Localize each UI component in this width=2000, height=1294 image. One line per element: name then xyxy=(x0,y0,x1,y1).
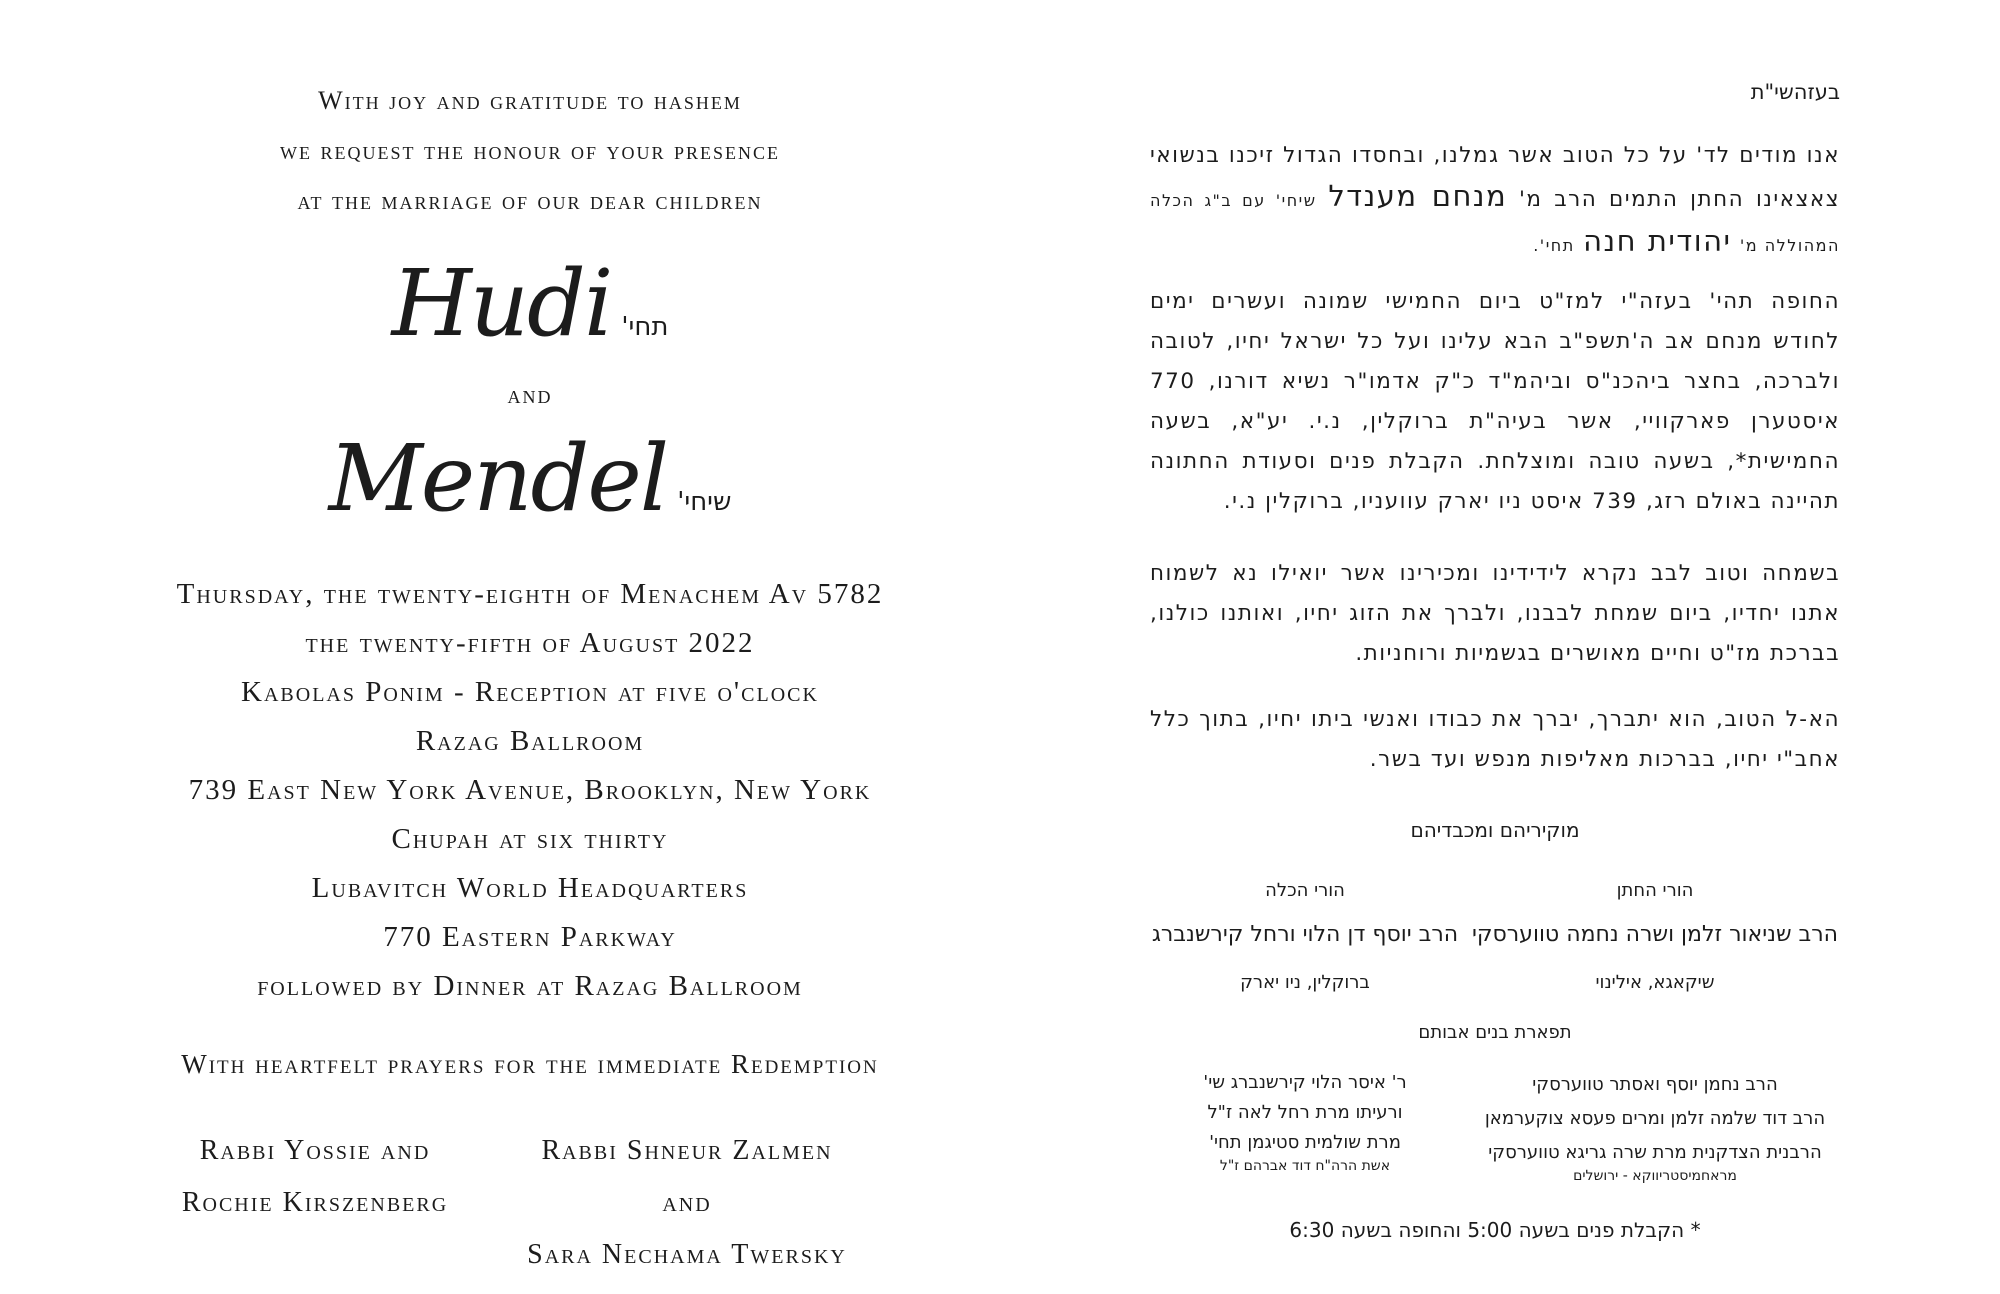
signature-right xyxy=(517,1125,857,1281)
detail-line-1: Thursday, the twenty-eighth of Menachem Av 5782 xyxy=(176,578,884,610)
signature-left-line-2: Rochie Kirszenberg xyxy=(181,1187,449,1218)
groom-suffix: שיחי' xyxy=(677,487,732,517)
prayer-line: With heartfelt prayers for the immediate Redemption xyxy=(181,1049,879,1079)
hebrew-paragraph-2: החופה תהי' בעזה"י למז"ט ביום החמישי שמונה ועשרים ימים לחודש מנחם אב ה'תשפ"ב הבא עלינו ועל כל ישראל יחיו, לטובה ולברכה, בחצר ביהכנ"ס וביהמ"ד כ"ק אדמו"ר נשיא דורנו, 770 איסטערן פארקוויי, אשר בעיה"ת ברוקלין, נ.י. יע"א, בשעה החמישית*, בשעה טובה ומוצלחת. הקבלת פנים וסעודת החתונה תהיינה באולם רזג, 739 איסט ניו יארק עוועניו, ברוקלין נ.י. xyxy=(1150,289,1840,514)
detail-line-8: 770 Eastern Parkway xyxy=(383,921,677,953)
bride-hebrew-name: יהודית חנה xyxy=(1583,224,1732,258)
grandparents-label: תפארת בנים אבותם xyxy=(1418,1022,1572,1043)
gp-right-2: הרב דוד שלמה זלמן ומרים פעסא צוקערמאן xyxy=(1484,1108,1826,1129)
detail-line-2: the twenty-fifth of August 2022 xyxy=(305,627,755,659)
grandparents-right xyxy=(1470,1068,1840,1170)
gp-right-note: מראחמיסטריווקא - ירושלים xyxy=(1573,1168,1737,1184)
intro-line-3: at the marriage of our dear children xyxy=(297,186,763,215)
groom-city: שיקאגא, אילינוי xyxy=(1595,972,1715,993)
and-word: and xyxy=(507,380,553,409)
groom-name: Mendel xyxy=(328,425,668,532)
hebrew-paragraph-3: בשמחה וטוב לבב נקרא לידידינו ומכירינו אשר יואילו נא לשמוח אתנו יחדיו, ביום שמחת לבבנו, ולברך את הזוג יחיו, ואותנו כולנו, בברכת מז"ט וחיים מאושרים בגשמיות ורוחניות. xyxy=(1150,561,1840,666)
groom-parents-label: הורי החתן xyxy=(1616,880,1694,901)
honorers-label: מוקיריהם ומכבדיהם xyxy=(1410,818,1580,842)
gp-right-1: הרב נחמן יוסף ואסתר טווערסקי xyxy=(1532,1074,1778,1095)
intro-line-2: we request the honour of your presence xyxy=(279,136,780,165)
signature-right-line-1: Rabbi Shneur Zalmen and xyxy=(541,1135,833,1218)
gp-left-1: ר' איסר הלוי קירשנברג שי' xyxy=(1203,1072,1407,1093)
hebrew-invitation xyxy=(1150,0,1840,1294)
signature-left xyxy=(145,1125,485,1229)
gp-left-3: מרת שולמית סטיגמן תחי' xyxy=(1209,1132,1401,1153)
detail-line-9: followed by Dinner at Razag Ballroom xyxy=(257,970,803,1002)
english-invitation xyxy=(145,0,915,1294)
detail-line-6: Chupah at six thirty xyxy=(391,823,669,855)
bride-suffix: תחי' xyxy=(621,312,669,342)
groom-name-line xyxy=(145,425,915,532)
bride-city: ברוקלין, ניו יארק xyxy=(1240,972,1370,993)
groom-hebrew-name: מנחם מענדל xyxy=(1328,179,1508,213)
detail-line-5: 739 East New York Avenue, Brooklyn, New York xyxy=(188,774,872,806)
p1-part-c: תחי'. xyxy=(1533,236,1575,255)
detail-line-3: Kabolas Ponim - Reception at five o'clock xyxy=(241,676,819,708)
gp-left-note: אשת הרה"ח דוד אברהם ז"ל xyxy=(1219,1158,1391,1174)
bride-name: Hudi xyxy=(391,250,612,357)
bride-parents-label: הורי הכלה xyxy=(1265,880,1345,901)
gp-right-3: הרבנית הצדקנית מרת שרה גריגא טווערסקי xyxy=(1488,1142,1822,1163)
detail-line-7: Lubavitch World Headquarters xyxy=(311,872,749,904)
bride-parents: הרב יוסף דן הלוי ורחל קירשנברג xyxy=(1151,922,1459,947)
p1-part-b: שיחי' עם ב"ג הכלה המהוללה מ' xyxy=(1150,191,1840,255)
intro-line-1: With joy and gratitude to hashem xyxy=(318,86,742,115)
gp-left-2: ורעיתו מרת רחל לאה ז"ל xyxy=(1207,1102,1403,1123)
signature-right-line-2: Sara Nechama Twersky xyxy=(527,1239,847,1270)
hebrew-paragraph-4: הא-ל הטוב, הוא יתברך, יברך את כבודו ואנשי ביתו יחיו, בתוך כלל אחב"י יחיו, בברכות מאליפות מנפש ועד בשר. xyxy=(1150,707,1840,772)
bride-name-line xyxy=(145,250,915,357)
grandparents-left xyxy=(1150,1068,1460,1158)
hebrew-header: בעזהשי"ת xyxy=(1750,80,1840,104)
hebrew-paragraph-1 xyxy=(1150,136,1840,266)
signature-left-line-1: Rabbi Yossie and xyxy=(199,1135,431,1166)
groom-parents: הרב שניאור זלמן ושרה נחמה טווערסקי xyxy=(1471,922,1839,947)
p1-part-a: אנו מודים לד' על כל הטוב אשר גמלנו, ובחסדו הגדול זיכנו בנשואי צאצאינו החתן התמים הרב מ' xyxy=(1150,143,1840,212)
detail-line-4: Razag Ballroom xyxy=(415,725,645,757)
hebrew-footnote: * הקבלת פנים בשעה 5:00 והחופה בשעה 6:30 xyxy=(1289,1218,1701,1242)
